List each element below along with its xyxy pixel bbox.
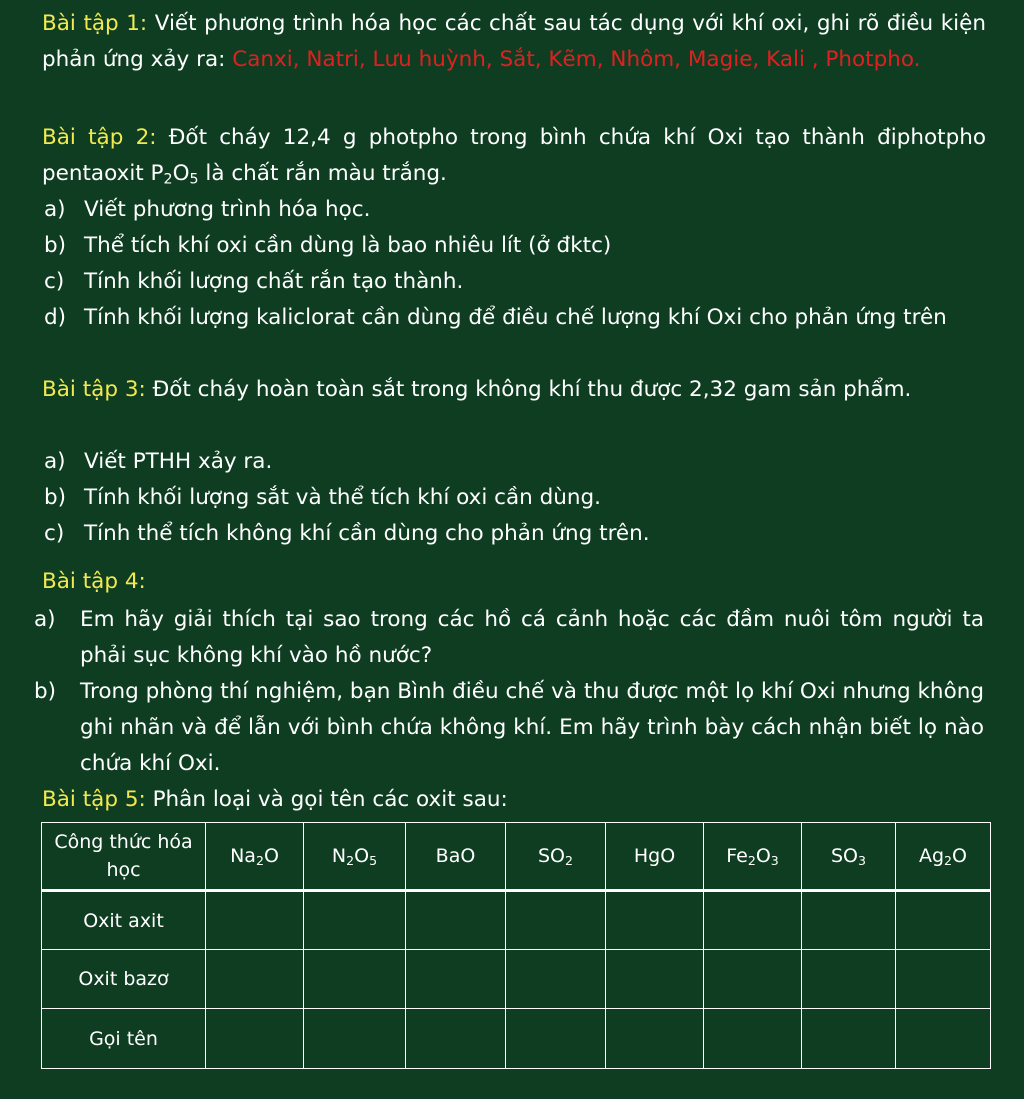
formula-cell-n2o5: $N_2O_5$ (304, 823, 406, 891)
table-header-row (42, 823, 991, 891)
answer-cell (304, 950, 406, 1009)
answer-cell (406, 1009, 506, 1069)
exercise-5 (42, 782, 986, 818)
answer-cell (896, 950, 991, 1009)
answer-cell (704, 950, 802, 1009)
formula-cell-so3: $SO_3$ (802, 823, 896, 891)
table-row (42, 950, 991, 1009)
answer-cell (406, 891, 506, 950)
exercise-3 (42, 372, 986, 408)
exercise-2-title: Bài tập 2: (42, 125, 157, 150)
exercise-4 (42, 564, 986, 600)
exercise-4-title: Bài tập 4: (42, 569, 146, 594)
answer-cell (606, 1009, 704, 1069)
answer-cell (506, 1009, 606, 1069)
formula-cell-bao: BaO (406, 823, 506, 891)
answer-cell (802, 1009, 896, 1069)
exercise-1-title: Bài tập 1: (42, 11, 148, 36)
answer-cell (206, 891, 304, 950)
answer-cell (802, 891, 896, 950)
answer-cell (704, 891, 802, 950)
exercise-1-text: Viết phương trình hóa học các chất sau tác dụng với khí oxi, ghi rõ điều kiện phản ứng xảy ra: (42, 11, 986, 72)
exercise-1 (42, 6, 986, 78)
exercise-5-title: Bài tập 5: (42, 787, 146, 812)
answer-cell (406, 950, 506, 1009)
exercise-2-item-d: d) Tính khối lượng kaliclorat cần dùng để điều chế lượng khí Oxi cho phản ứng trên (44, 305, 947, 330)
exercise-5-text: Phân loại và gọi tên các oxit sau: (152, 787, 508, 812)
answer-cell (206, 1009, 304, 1069)
answer-cell (506, 891, 606, 950)
exercise-2 (42, 120, 986, 192)
table-row (42, 1009, 991, 1069)
answer-cell (896, 891, 991, 950)
formula-cell-fe2o3: $Fe_2O_3$ (704, 823, 802, 891)
answer-cell (704, 1009, 802, 1069)
exercise-2-text: Đốt cháy 12,4 g photpho trong bình chứa khí Oxi tạo thành điphotpho pentaoxit $P_2O_5$ là chất rắn màu trắng. (42, 125, 987, 188)
exercise-1-substances: Canxi, Natri, Lưu huỳnh, Sắt, Kẽm, Nhôm, Magie, Kali , Photpho. (232, 47, 921, 72)
formula-cell-na2o: $Na_2O$ (206, 823, 304, 891)
exercise-3-text: Đốt cháy hoàn toàn sắt trong không khí thu được 2,32 gam sản phẩm. (152, 377, 912, 402)
answer-cell (304, 1009, 406, 1069)
answer-cell (606, 891, 704, 950)
exercise-4-item-b: b) Trong phòng thí nghiệm, bạn Bình điều chế và thu được một lọ khí Oxi nhưng không ghi nhãn và để lẫn với bình chứa không khí. Em hãy trình bày cách nhận biết lọ nào chứa khí Oxi. (34, 679, 984, 776)
exercise-4-item-a: a) Em hãy giải thích tại sao trong các hồ cá cảnh hoặc các đầm nuôi tôm người ta phải sục không khí vào hồ nước? (34, 607, 984, 668)
answer-cell (304, 891, 406, 950)
exercise-sheet: Bài tập 1: Viết phương trình hóa học các chất sau tác dụng với khí oxi, ghi rõ điều kiện phản ứng xảy ra: Canxi, Natri, Lưu huỳnh, Sắt, Kẽm, Nhôm, Magie, Kali , Photpho. Bài tập 2: Đốt cháy 12,4 g photpho trong bình chứa khí Oxi tạo thành điphotpho pentaoxit $P_2O_5$ là chất rắn màu trắng. a) Viết phương trình hóa học. b) Thể tích khí oxi cần dùng là bao nhiêu lít (ở đktc) c) Tính khối lượng chất rắn tạo thành. d) Tính khối lượng kaliclorat cần dùng để điều chế lượng khí Oxi cho phản ứng trên Bài tập 3: Đốt cháy hoàn toàn sắt trong không khí thu được 2,32 gam sản phẩm. a) Viết PTHH xảy ra. b) Tính khối lượng sắt và thể tích khí oxi cần dùng. c) Tính thể tích không khí cần dùng cho phản ứng trên. Bài tập 4: a) Em hãy giải thích tại sao trong các hồ cá cảnh hoặc các đầm nuôi tôm người ta phải sục không khí vào hồ nước? b) Trong phòng thí nghiệm, bạn Bình điều chế và thu được một lọ khí Oxi nhưng không ghi nhãn và để lẫn với bình chứa không khí. Em hãy trình bày cách nhận biết lọ nào chứa khí Oxi. Bài tập 5: Phân loại và gọi tên các oxit sau: Công thức hóa học $Na_2O$ $N_2O_5$ BaO $SO_2$ HgO $Fe_2O_3$ $SO_3$ $Ag_2O$ Oxit axit Oxit bazơ Gọi tên (0, 0, 1024, 1099)
formula-cell-hgo: HgO (606, 823, 704, 891)
row-label-oxit-axit: Oxit axit (42, 891, 206, 950)
answer-cell (802, 950, 896, 1009)
row-label-goi-ten: Gọi tên (42, 1009, 206, 1069)
formula-cell-so2: $SO_2$ (506, 823, 606, 891)
table-row (42, 891, 991, 950)
row-label-oxit-bazo: Oxit bazơ (42, 950, 206, 1009)
answer-cell (506, 950, 606, 1009)
exercise-3-title: Bài tập 3: (42, 377, 146, 402)
answer-cell (896, 1009, 991, 1069)
answer-cell (206, 950, 304, 1009)
answer-cell (606, 950, 704, 1009)
oxide-classification-table (41, 822, 991, 1069)
formula-header-cell: Công thức hóa học (42, 823, 206, 891)
formula-cell-ag2o: $Ag_2O$ (896, 823, 991, 891)
